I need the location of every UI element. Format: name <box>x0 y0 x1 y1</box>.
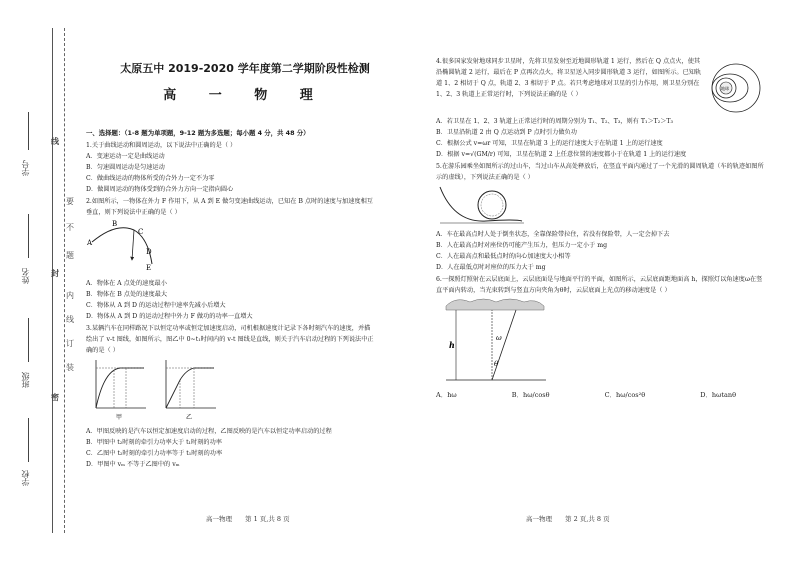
q3-option-d: D．甲图中 vₘ 不等于乙图中的 vₘ <box>86 461 180 468</box>
label-student-id: 学号 <box>21 160 30 176</box>
q6-option-b: B．hω/cosθ <box>511 391 550 399</box>
q5-option-c: C．人在最高点和最低点时的向心加速度大小相等 <box>436 253 571 260</box>
student-id-blank <box>28 112 29 150</box>
height-label: h <box>449 340 455 350</box>
q2-option-b: B．物体在 B 点处的速度最大 <box>86 291 168 298</box>
seal-inner-5: 线 <box>66 315 74 324</box>
omega-label: ω <box>496 334 502 342</box>
q3-option-c: C．乙图中 t₂时刻的牵引力功率等于 t₁时刻的功率 <box>86 450 223 457</box>
q3-vt-graphs <box>86 356 226 422</box>
graph-yi <box>166 360 216 421</box>
label-school: 学校 <box>21 470 30 486</box>
q5-option-a: A．车在最高点时人处于倒坐状态，全靠保险带拉住，若没有保险带，人一定会掉下去 <box>436 231 670 238</box>
car-path <box>481 194 503 216</box>
q5-option-b: B．人在最高点时对座位仍可能产生压力，但压力一定小于 mg <box>436 242 608 249</box>
q3-option-a: A．甲图反映的是汽车以恒定加速度启动的过程，乙图反映的是汽车以恒定功率启动的过程 <box>86 428 332 435</box>
seal-inner-6: 订 <box>66 339 74 348</box>
graph-jia-label: 甲 <box>116 414 123 421</box>
seal-inner-7: 装 <box>66 363 74 372</box>
label-name: 姓名 <box>21 268 30 284</box>
light-beam <box>492 310 516 380</box>
q5-rollercoaster-figure <box>436 183 526 225</box>
force-arrow <box>132 230 134 260</box>
seal-inner-2: 不 <box>66 223 74 232</box>
q5-option-d: D．人在最低点时对座位的压力大于 mg <box>436 264 546 271</box>
q1-option-a: A．变速运动一定是曲线运动 <box>86 153 165 160</box>
q3-stem: 3.某辆汽车在同样路况下以恒定功率或恒定加速度启动，司机根据速度计记录下各时刻汽车的速度，并描绘出了 v-t 图线，如图所示，图乙中 0~t₁时间内的 v-t 图线是直线，则关于汽车启动过程的下列说法中正确的是（ ） <box>86 325 374 354</box>
q2-option-d: D．物体从 A 到 D 的运动过程中外力 F 做功的功率一直增大 <box>86 313 253 320</box>
graph-jia <box>96 360 146 421</box>
point-d-label: D <box>146 248 152 256</box>
q6-stem: 6.一探照灯照射在云层底面上，云层底面是与地面平行的平面，如图所示，云层底面距地面高 h，探照灯以角速度ω在竖直平面内转动，当光束转到与竖直方向夹角为θ时，云层底面上光点的移动速度是（ ） <box>436 276 763 294</box>
binding-line <box>52 28 53 533</box>
q4-option-c: C．根据公式 v=ωr 可知，卫星在轨道 3 上的运行速度大于在轨道 1 上的运行速度 <box>436 140 663 147</box>
class-blank <box>28 318 29 362</box>
q3-option-b: B．甲图中 t₂时刻的牵引力功率大于 t₁时刻的功率 <box>86 439 222 446</box>
footer-right: 高一物理 第 2 页,共 8 页 <box>526 515 610 523</box>
q5-stem: 5.在游乐园乘坐如图所示的过山车，当过山车从高处释放后，在竖直平面内通过了一个光滑的圆周轨道（车的轨迹如图所示的虚线），下列说法正确的是（ ） <box>436 163 764 181</box>
seal-inner-1: 要 <box>66 197 74 206</box>
point-c-label: C <box>138 228 144 236</box>
track-slope <box>440 187 522 221</box>
q6-searchlight-figure <box>436 296 556 386</box>
seal-char-secret: 密 <box>51 392 59 402</box>
seal-inner-4: 内 <box>66 291 74 300</box>
q6-options <box>436 390 736 401</box>
q6-option-d: D．hωtanθ <box>700 391 736 399</box>
binding-dashed-line <box>64 28 65 533</box>
binding-margin <box>0 0 82 561</box>
section-heading: 一、选择题：（1-8 题为单项题，9-12 题为多选题；每小题 4 分，共 48 分） <box>86 129 310 137</box>
seal-char-line: 线 <box>51 136 59 146</box>
point-e-label: E <box>146 264 152 272</box>
theta-label: θ <box>494 360 499 368</box>
seal-inner-3: 题 <box>66 251 74 260</box>
q2-option-a: A．物体在 A 点处的速度最小 <box>86 280 167 287</box>
earth-label: 地球 <box>721 86 729 91</box>
q6-option-c: C．hω/cos²θ <box>604 391 646 399</box>
q6-option-a: A．hω <box>436 391 457 399</box>
footer-left: 高一物理 第 1 页,共 8 页 <box>206 515 290 523</box>
q1-option-d: D．做圆周运动的物体受到的合外力方向一定指向圆心 <box>86 186 234 193</box>
q4-option-b: B．卫星沿轨道 2 由 Q 点运动到 P 点时引力做负功 <box>436 129 577 136</box>
q4-option-d: D．根据 v=√(GM/r) 可知，卫星在轨道 2 上任意位置的速度都小于在轨道 1 上的运行速度 <box>436 151 687 158</box>
q4-option-a: A．若卫星在 1、2、3 轨道上正常运行时的周期分别为 T₁、T₂、T₃，则有 T₁＞T₂＞T₃ <box>436 118 674 125</box>
point-b-label: B <box>112 220 118 228</box>
cloud-layer <box>446 299 544 310</box>
q4-orbit-figure <box>710 56 766 116</box>
label-class: 班级 <box>21 372 30 388</box>
school-blank <box>28 418 29 462</box>
exam-subtitle: 高 一 物 理 <box>163 88 327 103</box>
right-column <box>436 56 766 401</box>
graph-yi-label: 乙 <box>186 414 193 421</box>
name-blank <box>28 214 29 258</box>
q2-option-c: C．物体从 A 到 D 的运动过程中速率先减小后增大 <box>86 302 226 309</box>
point-a-label: A <box>87 239 93 247</box>
q2-stem: 2.如图所示，一物体在外力 F 作用下，从 A 到 E 做匀变速曲线运动，已知在 B 点时的速度与加速度相互垂直，则下列说法中正确的是（ ） <box>86 198 373 216</box>
q1-option-c: C．做曲线运动的物体所受的合外力一定不为零 <box>86 175 215 182</box>
q1-stem: 1.关于曲线运动和圆周运动，以下说法中正确的是（ ） <box>86 142 237 149</box>
q2-trajectory-figure <box>86 218 206 274</box>
exam-title: 太原五中 2019-2020 学年度第二学期阶段性检测 <box>120 62 370 75</box>
q4-stem: 4.很多国家发射地球同步卫星时，先将卫星发射至近地圆形轨道 1 运行，然后在 Q 点点火，使其沿椭圆轨道 2 运行，最后在 P 点再次点火，将卫星送入同步圆形轨道 3 运行，如图所示。已知轨道 1、2 相切于 Q 点，轨道 2、3 相切于 P 点。若只考虑地球对卫星的引力作用，则卫星分别在 1、2、3 轨道上正常运行时，下列说法正确的是（ ） <box>436 58 702 98</box>
left-column <box>86 128 376 470</box>
loop-track <box>478 191 506 219</box>
seal-char-seal: 封 <box>51 268 59 278</box>
q1-option-b: B．匀速圆周运动是匀速运动 <box>86 164 165 171</box>
